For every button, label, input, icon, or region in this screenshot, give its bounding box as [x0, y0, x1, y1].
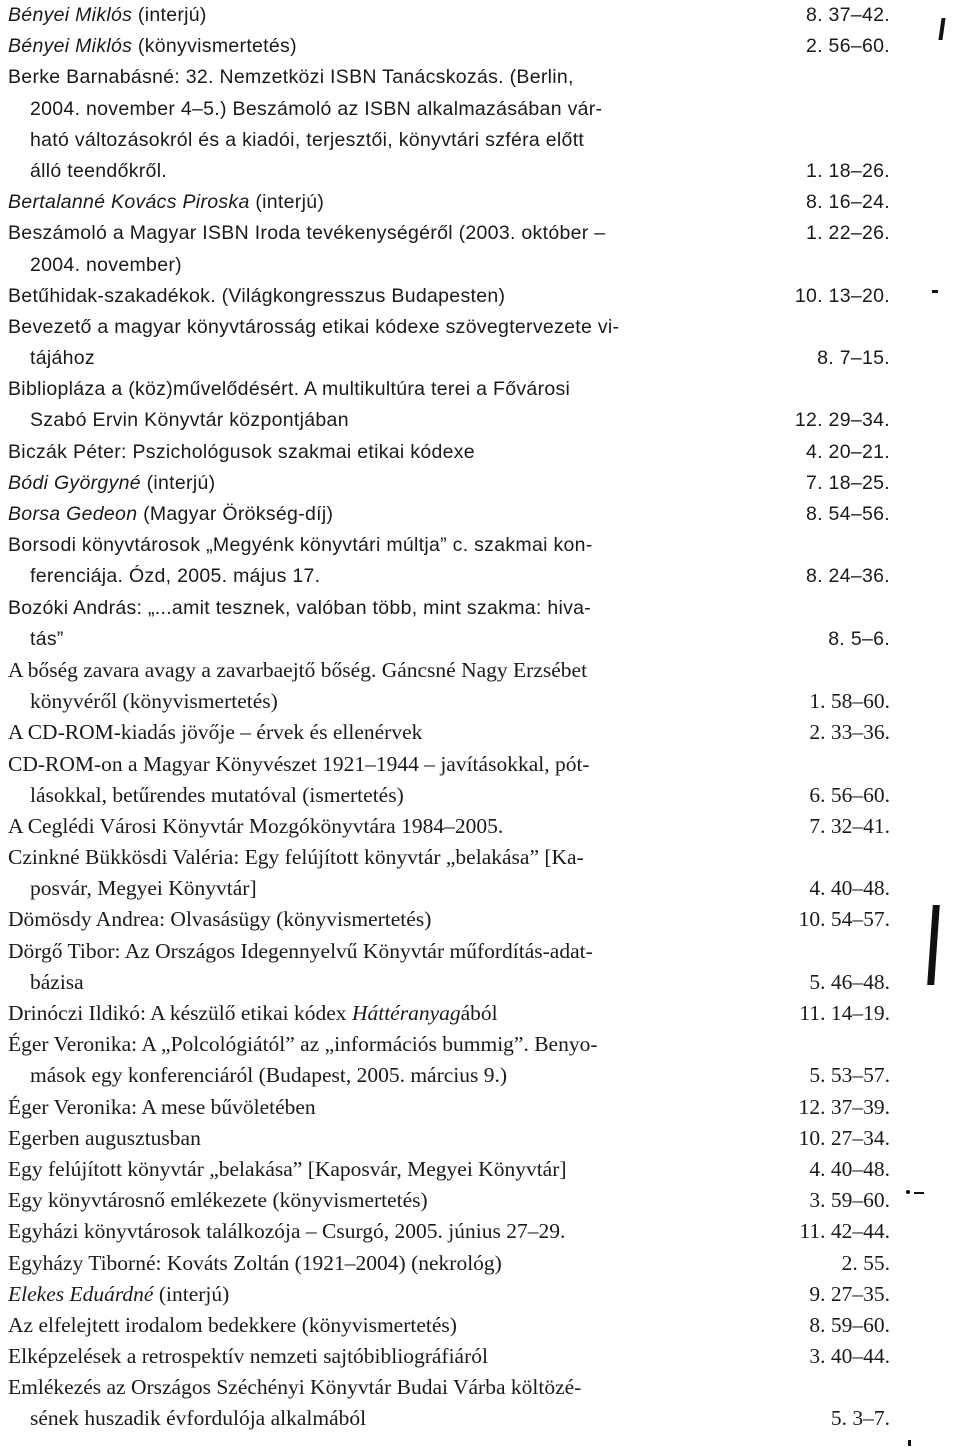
index-entry — [8, 998, 908, 1029]
entry-text: Bozóki András: „...amit tesznek, valóban több, mint szakma: hiva- — [8, 596, 592, 619]
entry-title — [8, 936, 593, 967]
index-entry — [8, 218, 908, 280]
entry-text: Bibliopláza a (köz)művelődésért. A multikultúra terei a Fővárosi — [8, 378, 571, 401]
entry-text: lásokkal, betűrendes mutatóval (ismertetés) — [30, 782, 404, 807]
index-entry — [8, 936, 908, 998]
entry-title — [30, 250, 182, 281]
entry-text: bázisa — [30, 969, 84, 994]
entry-title — [8, 1216, 565, 1247]
entry-title — [8, 904, 431, 935]
page-reference: 4. 40–48. — [809, 1156, 890, 1181]
entry-title — [8, 842, 584, 873]
entry-line — [8, 842, 908, 873]
entry-line — [8, 1123, 908, 1154]
scan-mark — [914, 1192, 924, 1194]
entry-line — [8, 312, 908, 343]
entry-name-italic: Bódi Györgyné — [8, 471, 141, 494]
entry-line — [8, 1185, 908, 1216]
index-entry — [8, 1372, 908, 1434]
entry-title — [8, 1185, 428, 1216]
index-entry — [8, 62, 908, 187]
entry-title — [30, 343, 95, 374]
scan-mark — [927, 905, 940, 985]
entry-text: Czinkné Bükkösdi Valéria: Egy felújított könyvtár „belakása” [Ka- — [8, 845, 584, 870]
page-reference: 6. 56–60. — [809, 782, 890, 807]
entry-line — [8, 967, 908, 998]
entry-line — [8, 749, 908, 780]
entry-line — [8, 437, 908, 468]
entry-title — [8, 62, 574, 93]
entry-line — [8, 499, 908, 530]
entry-title — [8, 717, 422, 748]
entry-text: (interjú) — [132, 4, 207, 26]
entry-text: posvár, Megyei Könyvtár] — [30, 876, 257, 901]
entry-text: sének huszadik évfordulója alkalmából — [30, 1406, 367, 1431]
entry-title — [30, 1403, 366, 1434]
index-entry — [8, 811, 908, 842]
entry-name-italic: Bényei Miklós — [8, 35, 133, 58]
entry-line — [8, 1154, 908, 1185]
entry-text: ából — [460, 1001, 498, 1025]
entry-line — [8, 655, 908, 686]
entry-text: A CD-ROM-kiadás jövője – érvek és ellenérvek — [8, 720, 423, 745]
page-reference: 1. 18–26. — [805, 159, 890, 182]
index-entry — [8, 1185, 908, 1216]
entry-line — [8, 811, 908, 842]
index-entry — [8, 593, 908, 655]
page-reference: 4. 40–48. — [809, 876, 890, 901]
entry-line — [8, 686, 908, 717]
entry-line — [8, 187, 908, 218]
entry-line — [8, 125, 908, 156]
entry-line — [8, 717, 908, 748]
entry-text: Egy könyvtárosnő emlékezete (könyvismertetés) — [8, 1188, 428, 1213]
entry-title — [8, 1372, 581, 1403]
entry-line — [8, 998, 908, 1029]
page-reference: 8. 37–42. — [805, 4, 890, 26]
entry-title — [8, 312, 619, 343]
index-entry — [8, 655, 908, 717]
entry-text: Szabó Ervin Könyvtár központjában — [30, 409, 349, 432]
entry-title — [8, 1154, 567, 1185]
scan-mark — [932, 290, 938, 293]
entry-line — [8, 62, 908, 93]
entry-line — [8, 1341, 908, 1372]
entry-title — [30, 624, 64, 655]
index-entry — [8, 749, 908, 811]
page-reference: 8. 7–15. — [817, 347, 890, 370]
entry-title — [30, 780, 404, 811]
entry-line — [8, 936, 908, 967]
entry-line — [8, 873, 908, 904]
entry-line — [8, 1403, 908, 1434]
entry-text: ferenciája. Ózd, 2005. május 17. — [30, 565, 321, 588]
entry-text: Egyházy Tiborné: Kováts Zoltán (1921–2004) (nekrológ) — [8, 1250, 502, 1275]
entry-text: könyvéről (könyvismertetés) — [30, 689, 278, 714]
entry-line — [8, 0, 908, 31]
index-entry — [8, 1248, 908, 1279]
page-reference: 12. 29–34. — [794, 409, 890, 432]
entry-title — [8, 998, 498, 1029]
page-reference: 12. 37–39. — [798, 1094, 890, 1119]
entry-title — [8, 0, 207, 31]
index-entry — [8, 842, 908, 904]
entry-name-italic: Elekes Eduárdné — [8, 1281, 154, 1306]
scan-mark — [906, 1190, 910, 1194]
entry-name-italic: Bertalanné Kovács Piroska — [8, 191, 250, 214]
index-entry — [8, 1279, 908, 1310]
page-reference: 8. 54–56. — [805, 503, 890, 525]
index-entry — [8, 1341, 908, 1372]
entry-line — [8, 593, 908, 624]
entry-text: Elképzelések a retrospektív nemzeti sajtóbibliográfiáról — [8, 1344, 488, 1369]
entry-title — [8, 530, 593, 561]
page-reference: 11. 42–44. — [799, 1219, 890, 1244]
scan-mark — [938, 18, 945, 40]
entry-title — [30, 1060, 507, 1091]
index-entry — [8, 1029, 908, 1091]
entry-text: Berke Barnabásné: 32. Nemzetközi ISBN Tanácskozás. (Berlin, — [8, 66, 574, 89]
page-reference: 8. 24–36. — [805, 565, 890, 588]
entry-text: ható változásokról és a kiadói, terjesztői, könyvtári szféra előtt — [30, 128, 585, 151]
entry-title — [30, 686, 278, 717]
entry-text: 2004. november) — [30, 253, 182, 276]
entry-text: 2004. november 4–5.) Beszámoló az ISBN alkalmazásában vár- — [30, 97, 603, 120]
entry-line — [8, 624, 908, 655]
entry-text: Borsodi könyvtárosok „Megyénk könyvtári múltja” c. szakmai kon- — [8, 534, 593, 557]
index-list — [8, 0, 908, 1435]
page-reference: 2. 55. — [841, 1250, 890, 1275]
entry-line — [8, 1372, 908, 1403]
page-reference: 1. 22–26. — [805, 222, 890, 245]
page-reference: 1. 58–60. — [809, 689, 890, 714]
entry-text: Biczák Péter: Pszichológusok szakmai etikai kódexe — [8, 440, 475, 463]
page-reference: 7. 18–25. — [805, 471, 890, 494]
entry-line — [8, 468, 908, 499]
entry-text: Betűhidak-szakadékok. (Világkongresszus Budapesten) — [8, 284, 506, 307]
entry-text: A bőség zavara avagy a zavarbaejtő bőség. Gáncsné Nagy Erzsébet — [8, 657, 588, 682]
entry-line — [8, 218, 908, 249]
entry-text: Egyházi könyvtárosok találkozója – Csurgó, 2005. június 27–29. — [8, 1219, 566, 1244]
entry-line — [8, 1279, 908, 1310]
page-reference: 3. 40–44. — [809, 1344, 890, 1369]
entry-line — [8, 250, 908, 281]
entry-title — [30, 156, 167, 187]
entry-text: (könyvismertetés) — [132, 35, 297, 58]
entry-title — [8, 1123, 201, 1154]
index-entry — [8, 1092, 908, 1123]
entry-text: Éger Veronika: A mese bűvöletében — [8, 1094, 316, 1119]
entry-text: tás” — [30, 627, 64, 650]
entry-title — [30, 405, 349, 436]
entry-title — [30, 94, 602, 125]
entry-line — [8, 405, 908, 436]
entry-title — [8, 218, 605, 249]
entry-text: Egy felújított könyvtár „belakása” [Kaposvár, Megyei Könyvtár] — [8, 1156, 567, 1181]
entry-line — [8, 1248, 908, 1279]
entry-title — [8, 499, 333, 530]
index-entry — [8, 31, 908, 62]
entry-title — [8, 1341, 488, 1372]
index-entry — [8, 468, 908, 499]
entry-title — [8, 1029, 598, 1060]
entry-title — [8, 811, 503, 842]
index-entry — [8, 312, 908, 374]
page-reference: 5. 46–48. — [809, 969, 890, 994]
page-reference: 3. 59–60. — [809, 1188, 890, 1213]
index-entry — [8, 499, 908, 530]
index-entry — [8, 374, 908, 436]
entry-line — [8, 156, 908, 187]
entry-line — [8, 1216, 908, 1247]
entry-line — [8, 343, 908, 374]
entry-title — [30, 561, 320, 592]
entry-text: Éger Veronika: A „Polcológiától” az „információs bummig”. Benyo- — [8, 1032, 598, 1057]
index-entry — [8, 437, 908, 468]
entry-line — [8, 1060, 908, 1091]
entry-text: Dörgő Tibor: Az Országos Idegennyelvű Könyvtár műfordítás-adat- — [8, 938, 593, 963]
entry-text: Emlékezés az Országos Széchényi Könyvtár Budai Várba költözé- — [8, 1375, 582, 1400]
entry-text: mások egy konferenciáról (Budapest, 2005. március 9.) — [30, 1063, 508, 1088]
entry-text: Bevezető a magyar könyvtárosság etikai kódexe szövegtervezete vi- — [8, 315, 620, 338]
entry-line — [8, 904, 908, 935]
index-entry — [8, 1123, 908, 1154]
page-reference: 2. 33–36. — [809, 720, 890, 745]
page-reference: 8. 16–24. — [805, 191, 890, 214]
entry-title — [8, 374, 570, 405]
entry-text: Az elfelejtett irodalom bedekkere (könyvismertetés) — [8, 1312, 457, 1337]
entry-text: Egerben augusztusban — [8, 1125, 201, 1150]
entry-name-italic: Bényei Miklós — [8, 4, 133, 26]
entry-title — [8, 1248, 502, 1279]
entry-title — [8, 1310, 457, 1341]
page-reference: 10. 54–57. — [798, 907, 890, 932]
index-entry — [8, 1216, 908, 1247]
entry-title — [30, 873, 257, 904]
entry-title — [8, 468, 215, 499]
entry-text: álló teendőkről. — [30, 159, 168, 182]
entry-text: (interjú) — [249, 191, 325, 214]
entry-line — [8, 1029, 908, 1060]
entry-line — [8, 374, 908, 405]
entry-title — [8, 31, 297, 62]
entry-line — [8, 94, 908, 125]
entry-line — [8, 1092, 908, 1123]
page-reference: 7. 32–41. — [809, 813, 890, 838]
entry-title — [8, 593, 591, 624]
index-entry — [8, 281, 908, 312]
entry-title — [8, 187, 324, 218]
entry-text: A Ceglédi Városi Könyvtár Mozgókönyvtára 1984–2005. — [8, 813, 504, 838]
page-reference: 2. 56–60. — [805, 35, 890, 58]
page-reference: 10. 27–34. — [798, 1125, 890, 1150]
index-entry — [8, 717, 908, 748]
entry-title — [8, 1279, 229, 1310]
entry-title — [30, 125, 584, 156]
entry-name-italic: Borsa Gedeon — [8, 503, 138, 525]
entry-text: Dömösdy Andrea: Olvasásügy (könyvismertetés) — [8, 907, 432, 932]
entry-title — [8, 749, 590, 780]
entry-text: Drinóczi Ildikó: A készülő etikai kódex — [8, 1001, 352, 1025]
entry-title — [8, 1092, 316, 1123]
entry-line — [8, 561, 908, 592]
index-entry — [8, 187, 908, 218]
entry-title — [8, 655, 587, 686]
entry-text: (Magyar Örökség-díj) — [137, 503, 334, 525]
entry-line — [8, 1310, 908, 1341]
index-entry — [8, 1154, 908, 1185]
page-reference: 10. 13–20. — [794, 284, 890, 307]
page-reference: 4. 20–21. — [805, 440, 890, 463]
entry-line — [8, 31, 908, 62]
entry-text: (interjú) — [140, 471, 216, 494]
scan-mark — [908, 1440, 911, 1446]
page-reference: 8. 59–60. — [809, 1312, 890, 1337]
index-entry — [8, 1310, 908, 1341]
entry-line — [8, 530, 908, 561]
entry-title — [30, 967, 84, 998]
entry-text: Beszámoló a Magyar ISBN Iroda tevékenységéről (2003. október – — [8, 222, 606, 245]
entry-line — [8, 780, 908, 811]
index-entry — [8, 0, 908, 31]
entry-title — [8, 437, 475, 468]
entry-line — [8, 281, 908, 312]
entry-name-italic: Háttéranyag — [351, 1001, 461, 1025]
page-reference: 11. 14–19. — [799, 1001, 890, 1025]
page-reference: 5. 3–7. — [830, 1406, 890, 1431]
entry-text: tájához — [30, 347, 95, 370]
index-entry — [8, 530, 908, 592]
page-reference: 9. 27–35. — [809, 1281, 890, 1306]
page-reference: 5. 53–57. — [809, 1063, 890, 1088]
entry-title — [8, 281, 505, 312]
entry-text: (interjú) — [153, 1281, 230, 1306]
page-reference: 8. 5–6. — [828, 627, 890, 650]
entry-text: CD-ROM-on a Magyar Könyvészet 1921–1944 – javításokkal, pót- — [8, 751, 590, 776]
index-entry — [8, 904, 908, 935]
